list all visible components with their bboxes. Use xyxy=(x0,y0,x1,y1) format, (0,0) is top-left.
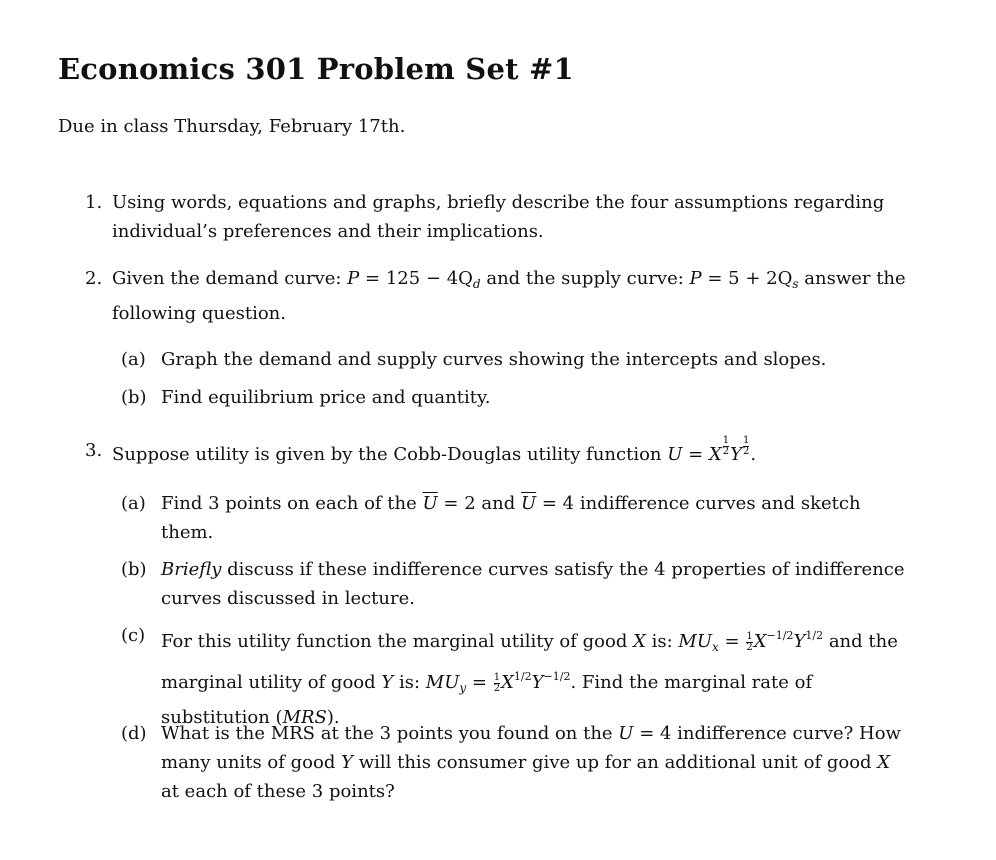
emphasis-briefly: Briefly xyxy=(161,559,222,580)
utility-function-y: Y xyxy=(730,444,743,465)
demand-eq-sub: d xyxy=(472,277,481,291)
question-1-number: 1. xyxy=(85,192,103,213)
q2-text-a: Given the demand curve: xyxy=(112,268,348,289)
demand-eq-rhs: = 125 − 4Q xyxy=(359,268,473,289)
exponent-half-y: $\frac{1}{2}$ xyxy=(743,435,750,457)
frac-half: $\frac{1}{2}$ xyxy=(746,630,753,653)
page-title: Economics 301 Problem Set #1 xyxy=(58,52,574,86)
q3-part-a-label: (a) xyxy=(121,493,146,514)
supply-eq-sub: s xyxy=(792,277,799,291)
question-3-text: Suppose utility is given by the Cobb-Douglas utility function U = X $\frac{1}{2}$ Y $\frac{1}{2}$ . xyxy=(112,435,757,465)
question-2-number: 2. xyxy=(85,268,103,289)
exponent-half-x: $\frac{1}{2}$ xyxy=(722,435,730,457)
q3-part-a-text: Find 3 points on each of the $\overline{U} = 2$ and $\overline{U} = 4$ indifference curves and sketch them. xyxy=(161,493,861,543)
q3-part-c-text: For this utility function the marginal utility of good X is: $MU_x$ = $\frac{1}{2}$ $X^{-1/2}Y^{1/2}$ and the marginal utility of good Y is: $MU_y$ = $\frac{1}{2}$ $X^{1/2}Y^{-1/2}$. Find the marginal rate of substitution (MRS). xyxy=(161,629,898,728)
mu-x: MU xyxy=(678,631,713,652)
u-bar-4: $\overline{U}$ xyxy=(520,493,537,514)
q2-part-a-label: (a) xyxy=(121,349,146,370)
question-3-number: 3. xyxy=(85,440,103,461)
q3-part-d-text: What is the MRS at the 3 points you found on the U = 4 indifference curve? How many units of good Y will this consumer give up for an additional unit of good X at each of these 3 points? xyxy=(161,723,901,802)
q3-part-c-label: (c) xyxy=(121,625,146,646)
supply-eq-rhs: = 5 + 2Q xyxy=(701,268,793,289)
due-date-line: Due in class Thursday, February 17th. xyxy=(58,116,406,137)
u-bar-2: $\overline{U}$ xyxy=(422,493,438,514)
q2-text-b: and the supply curve: xyxy=(480,268,690,289)
supply-eq-lhs: P xyxy=(689,268,702,289)
mu-y: MU xyxy=(425,672,460,693)
q2-text-c: answer the following question. xyxy=(112,268,906,324)
q3-part-b-text: Briefly discuss if these indifference curves satisfy the 4 properties of indifference curves discussed in lecture. xyxy=(161,559,905,609)
demand-eq-lhs: P xyxy=(347,268,360,289)
question-2-text xyxy=(112,264,912,328)
q2-part-b-label: (b) xyxy=(121,387,147,408)
question-1-text: Using words, equations and graphs, briefly describe the four assumptions regarding individual’s preferences and their implications. xyxy=(112,192,885,242)
q2-part-b-text: Find equilibrium price and quantity. xyxy=(161,387,491,408)
q2-part-a-text: Graph the demand and supply curves showing the intercepts and slopes. xyxy=(161,349,827,370)
q3-part-d-label: (d) xyxy=(121,723,147,744)
utility-function: U = X xyxy=(667,444,722,465)
q3-part-b-label: (b) xyxy=(121,559,147,580)
q3-text: Suppose utility is given by the Cobb-Douglas utility function xyxy=(112,444,668,465)
